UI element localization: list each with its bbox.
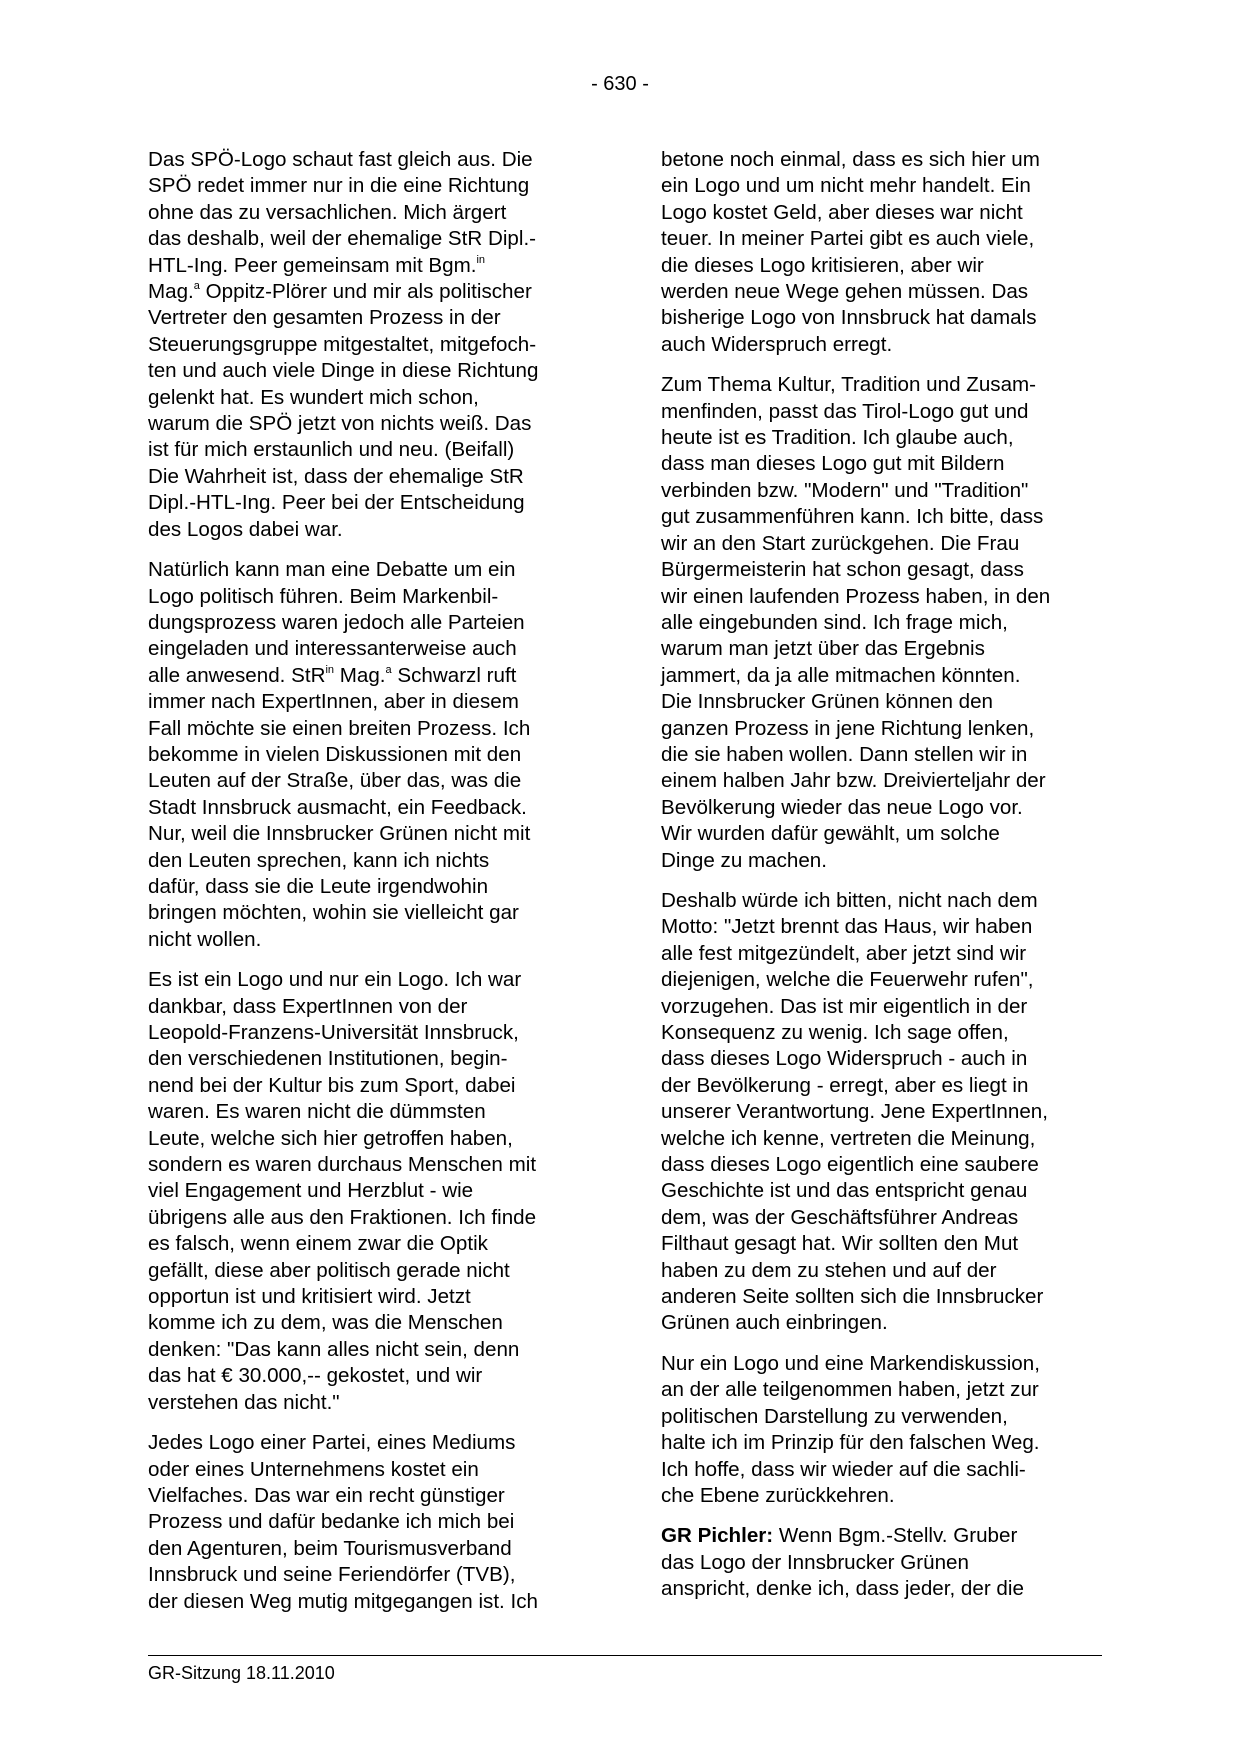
left-column: [148, 147, 598, 1629]
superscript: in: [476, 253, 486, 266]
footer-session-date: GR-Sitzung 18.11.2010: [148, 1663, 335, 1683]
superscript: a: [193, 280, 200, 293]
superscript: in: [325, 663, 335, 676]
speaker-paragraph: [661, 1523, 1111, 1602]
paragraph: Das SPÖ-Logo schaut fast gleich aus. Die SPÖ redet immer nur in die eine Richtung ohne das zu versachlichen. Mich ärgert das deshalb, weil der ehemalige StR Dipl.- HTL-Ing. Peer gemeinsam mit Bgm.$^{in}$ Mag.$^a$ Oppitz-Plörer und mir als politischer Vertreter den gesamten Prozess in der Steuerungsgruppe mitgestaltet, mitgefoch- ten und auch viele Dinge in diese Richtung gelenkt hat. Es wundert mich schon, warum die SPÖ jetzt von nichts weiß. Das ist für mich erstaunlich und neu. (Beifall) Die Wahrheit ist, dass der ehemalige StR Dipl.-HTL-Ing. Peer bei der Entscheidung des Logos dabei war.: [148, 148, 539, 541]
right-column: [661, 147, 1111, 1617]
superscript: a: [385, 663, 392, 676]
paragraph: Deshalb würde ich bitten, nicht nach dem Motto: "Jetzt brennt das Haus, wir haben alle fest mitgezündelt, aber jetzt sind wir diejenigen, welche die Feuerwehr rufen", vorzugehen. Das ist mir eigentlich in der Konsequenz zu wenig. Ich sage offen, dass dieses Logo Widerspruch - auch in der Bevölkerung - erregt, aber es liegt in unserer Verantwortung. Jene ExpertInnen, welche ich kenne, vertreten die Meinung, dass dieses Logo eigentlich eine saubere Geschichte ist und das entspricht genau dem, was der Geschäftsführer Andreas Filthaut gesagt hat. Wir sollten den Mut haben zu dem zu stehen und auf der anderen Seite sollten sich die Innsbrucker Grünen auch einbringen.: [661, 888, 1048, 1335]
speaker-text: Wenn Bgm.-Stellv. Gruber das Logo der Innsbrucker Grünen anspricht, denke ich, dass jeder, der die: [661, 1524, 1024, 1601]
paragraph: Zum Thema Kultur, Tradition und Zusam- menfinden, passt das Tirol-Logo gut und heute ist es Tradition. Ich glaube auch, dass man dieses Logo gut mit Bildern verbinden bzw. "Modern" und "Tradition" gut zusammenführen kann. Ich bitte, dass wir an den Start zurückgehen. Die Frau Bürgermeisterin hat schon gesagt, dass wir einen laufenden Prozess haben, in den alle eingebunden sind. Ich frage mich, warum man jetzt über das Ergebnis jammert, da ja alle mitmachen könnten. Die Innsbrucker Grünen können den ganzen Prozess in jene Richtung lenken, die sie haben wollen. Dann stellen wir in einem halben Jahr bzw. Dreivierteljahr der Bevölkerung wieder das neue Logo vor. Wir wurden dafür gewählt, um solche Dinge zu machen.: [661, 373, 1051, 872]
paragraph: Es ist ein Logo und nur ein Logo. Ich war dankbar, dass ExpertInnen von der Leopold-Franzens-Universität Innsbruck, den verschiedenen Institutionen, begin- nend bei der Kultur bis zum Sport, dabei waren. Es waren nicht die dümmsten Leute, welche sich hier getroffen haben, sondern es waren durchaus Menschen mit viel Engagement und Herzblut - wie übrigens alle aus den Fraktionen. Ich finde es falsch, wenn einem zwar die Optik gefällt, diese aber politisch gerade nicht opportun ist und kritisiert wird. Jetzt komme ich zu dem, was die Menschen denken: "Das kann alles nicht sein, denn das hat € 30.000,-- gekostet, und wir verstehen das nicht.": [148, 968, 537, 1414]
footer-divider: [148, 1655, 1102, 1656]
paragraph: Nur ein Logo und eine Markendiskussion, an der alle teilgenommen haben, jetzt zur politischen Darstellung zu verwenden, halte ich im Prinzip für den falschen Weg. Ich hoffe, dass wir wieder auf die sachli- che Ebene zurückkehren.: [661, 1351, 1040, 1507]
paragraph: Natürlich kann man eine Debatte um ein Logo politisch führen. Beim Markenbil- dungsprozess waren jedoch alle Parteien eingeladen und interessanterweise auch alle anwesend. StR$^{in}$ Mag.$^a$ Schwarzl ruft immer nach ExpertInnen, aber in diesem Fall möchte sie einen breiten Prozess. Ich bekomme in vielen Diskussionen mit den Leuten auf der Straße, über das, was die Stadt Innsbruck ausmacht, ein Feedback. Nur, weil die Innsbrucker Grünen nicht mit den Leuten sprechen, kann ich nichts dafür, dass sie die Leute irgendwohin bringen möchten, wohin sie vielleicht gar nicht wollen.: [148, 558, 531, 951]
paragraph: betone noch einmal, dass es sich hier um ein Logo und um nicht mehr handelt. Ein Logo kostet Geld, aber dieses war nicht teuer. In meiner Partei gibt es auch viele, die dieses Logo kritisieren, aber wir werden neue Wege gehen müssen. Das bisherige Logo von Innsbruck hat damals auch Widerspruch erregt.: [661, 148, 1040, 356]
page-number: - 630 -: [591, 73, 649, 95]
speaker-name: GR Pichler:: [661, 1524, 774, 1548]
paragraph: Jedes Logo einer Partei, eines Mediums oder eines Unternehmens kostet ein Vielfaches. Das war ein recht günstiger Prozess und dafür bedanke ich mich bei den Agenturen, beim Tourismusverband Innsbruck und seine Feriendörfer (TVB), der diesen Weg mutig mitgegangen ist. Ich: [148, 1431, 538, 1613]
